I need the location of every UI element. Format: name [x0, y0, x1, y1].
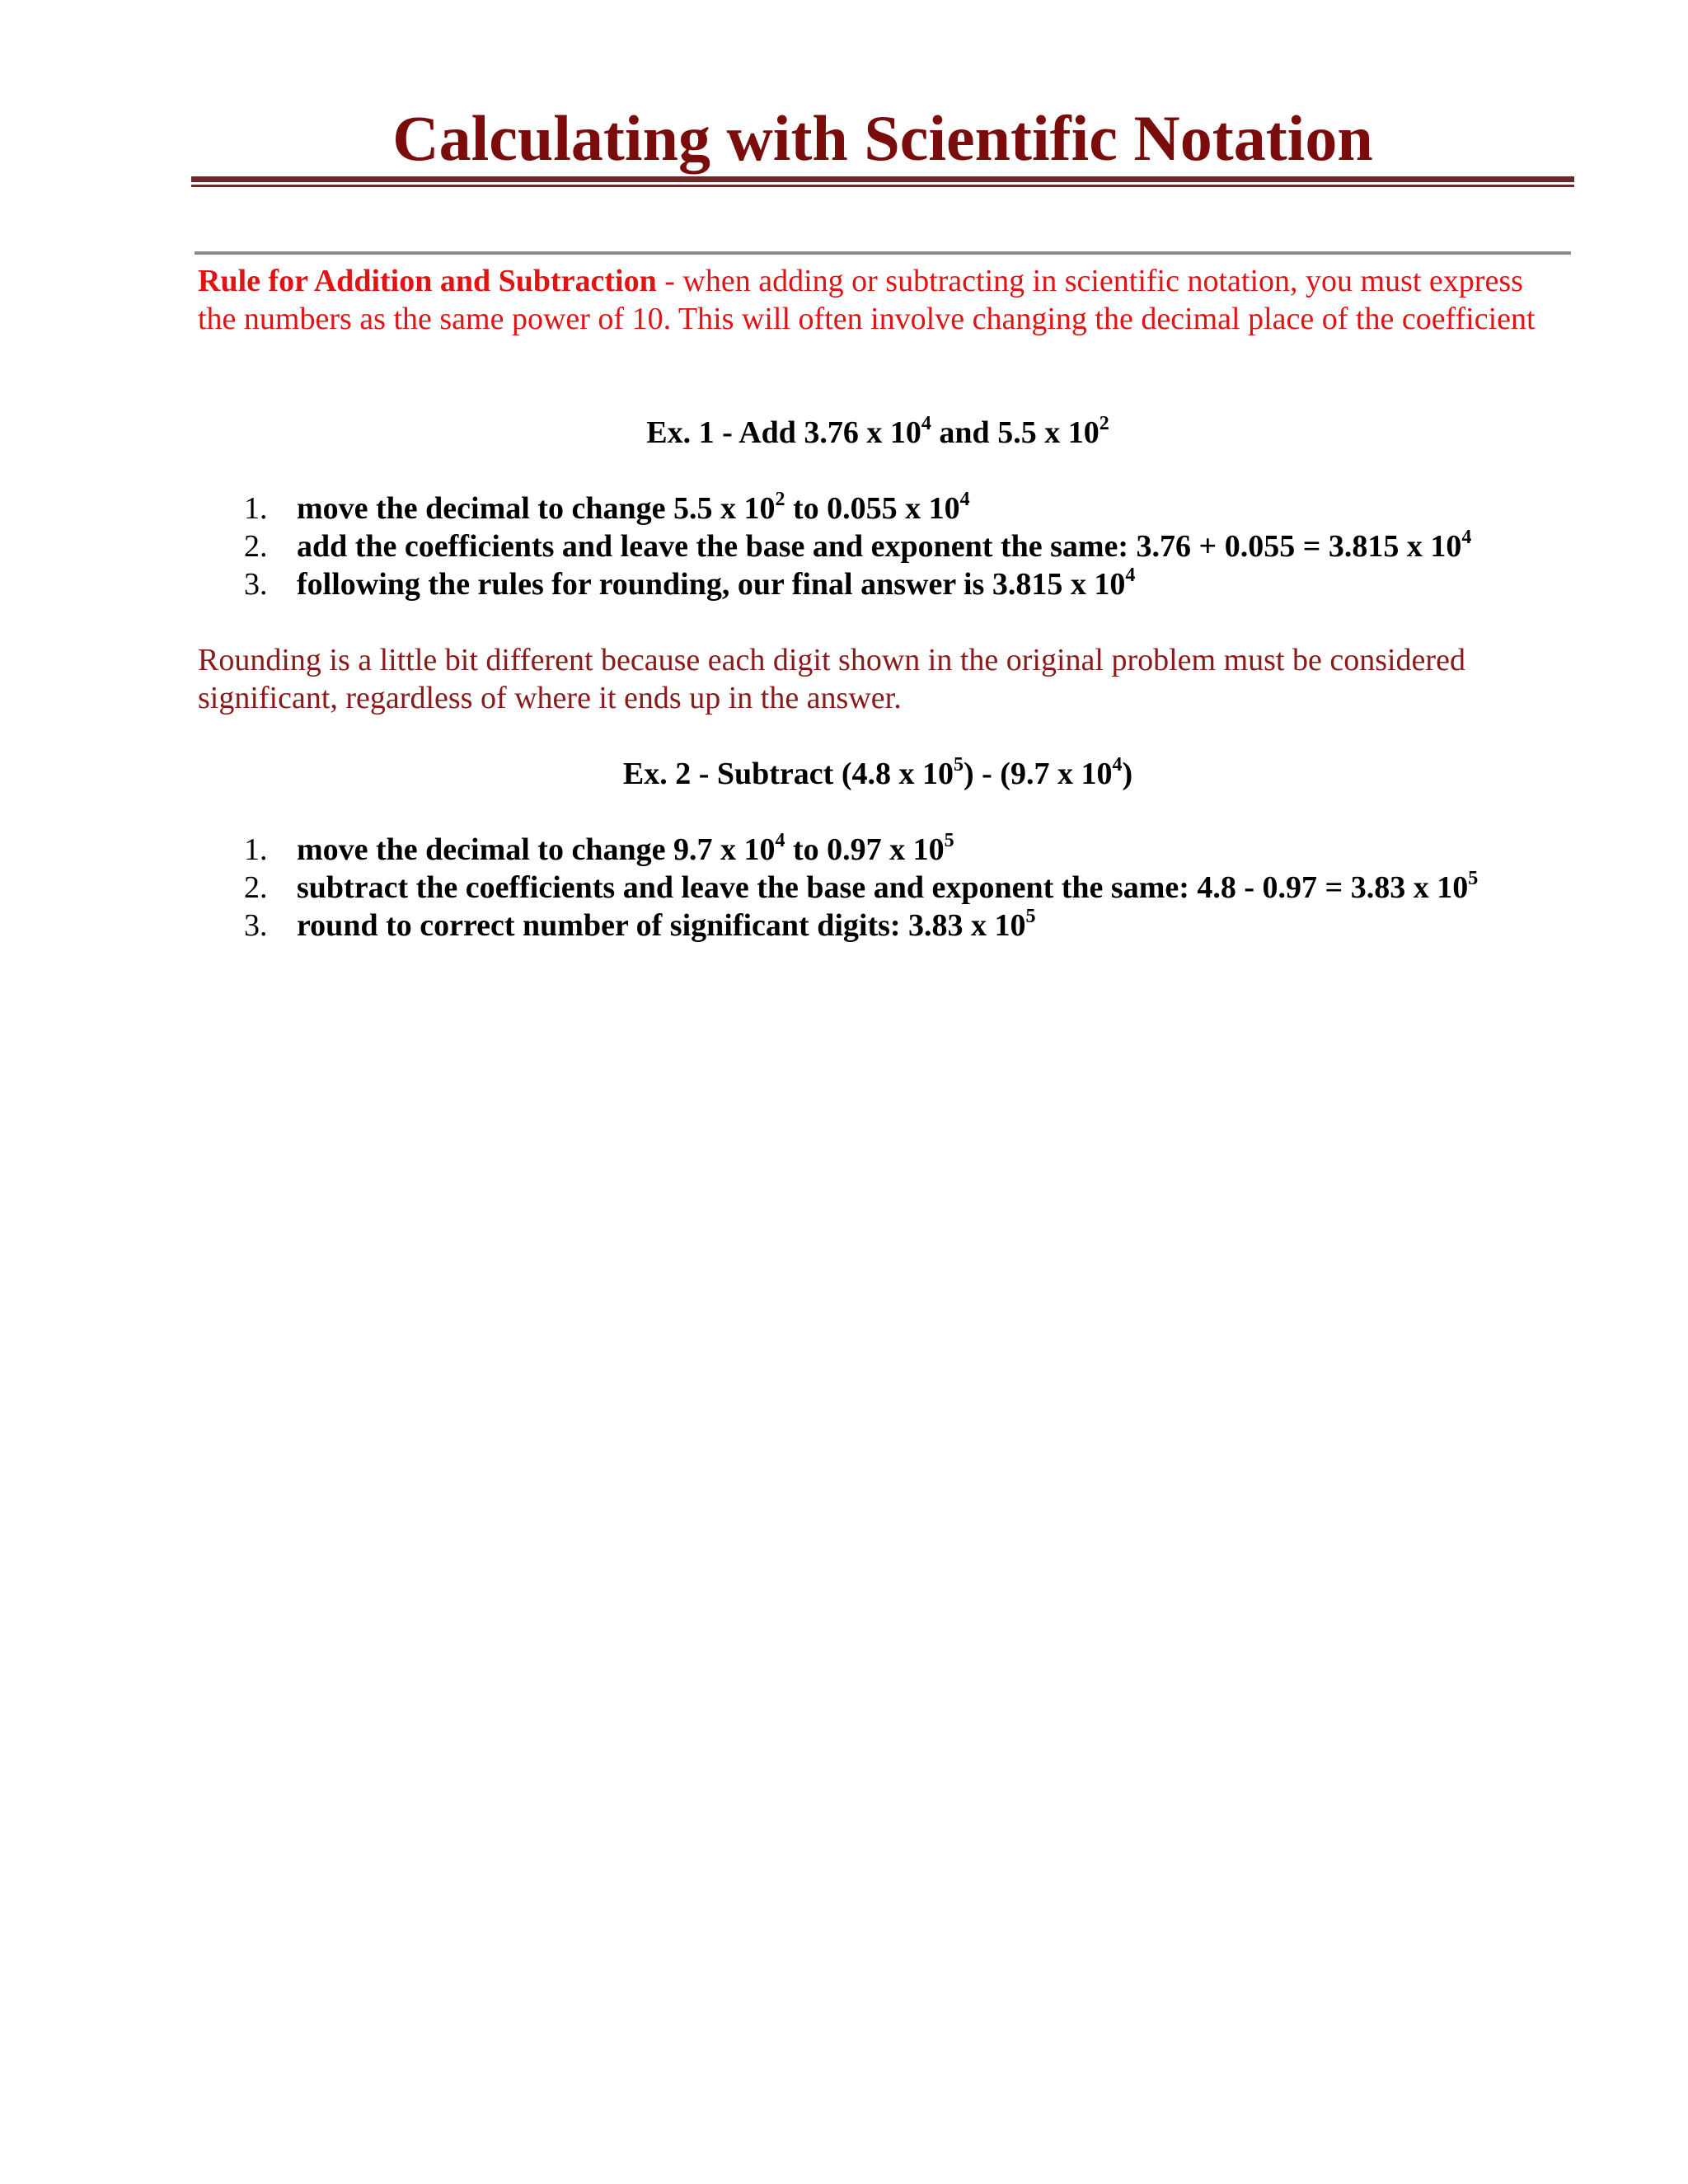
example-2-steps	[244, 831, 1579, 944]
exponent: 5	[1468, 868, 1479, 889]
step-text: subtract the coefficients and leave the base and exponent the same: 4.8 - 0.97 = 3.83 x 10	[297, 870, 1469, 905]
exponent: 4	[775, 830, 785, 851]
example-2-heading	[198, 755, 1558, 793]
step-number: 3.	[244, 908, 268, 943]
step-text: to 0.055 x 10	[785, 491, 960, 526]
example-2-heading-part: Ex. 2 - Subtract (4.8 x 10	[622, 757, 954, 791]
step-text: add the coefficients and leave the base and exponent the same: 3.76 + 0.055 = 3.815 x 10	[297, 529, 1462, 564]
list-item	[244, 490, 1579, 527]
example-1-heading-part: Ex. 1 - Add 3.76 x 10	[646, 415, 921, 450]
list-item	[244, 869, 1579, 907]
step-text: round to correct number of significant digits: 3.83 x 10	[297, 908, 1026, 943]
list-item	[244, 831, 1579, 869]
rounding-note: Rounding is a little bit different because each digit shown in the original problem must be considered significant, regardless of where it ends up in the answer.	[198, 643, 1465, 715]
exponent: 5	[1025, 906, 1036, 927]
exponent: 5	[944, 830, 954, 851]
step-text: move the decimal to change 5.5 x 10	[297, 491, 776, 526]
list-item	[244, 565, 1579, 603]
example-1-steps	[244, 490, 1579, 603]
step-text: following the rules for rounding, our final answer is 3.815 x 10	[297, 567, 1126, 602]
step-text: move the decimal to change 9.7 x 10	[297, 832, 776, 867]
step-number: 2.	[244, 529, 268, 564]
example-1-heading-part: and 5.5 x 10	[931, 415, 1100, 450]
example-2-heading-part: ) - (9.7 x 10	[963, 757, 1113, 791]
list-item	[244, 907, 1579, 944]
exponent: 5	[953, 754, 964, 776]
rule-text: - when adding or subtracting in scientific notation, you must express the numbers as the same power of 10. This will often involve changing the decimal place of the coefficient	[198, 264, 1536, 336]
exponent: 2	[775, 489, 785, 510]
step-number: 1.	[244, 832, 268, 867]
title-underline-thick	[191, 176, 1574, 182]
exponent: 4	[1125, 565, 1136, 586]
exponent: 4	[921, 413, 931, 434]
step-number: 1.	[244, 491, 268, 526]
exponent: 2	[1099, 413, 1109, 434]
title-underline-thin	[191, 185, 1574, 187]
example-2-heading-part: )	[1122, 757, 1133, 791]
section-divider	[195, 251, 1571, 255]
list-item	[244, 527, 1579, 565]
page-title: Calculating with Scientific Notation	[392, 102, 1373, 174]
example-1-heading	[198, 414, 1558, 452]
step-number: 2.	[244, 870, 268, 905]
step-number: 3.	[244, 567, 268, 602]
step-text: to 0.97 x 10	[785, 832, 945, 867]
exponent: 4	[1461, 527, 1472, 548]
exponent: 4	[959, 489, 970, 510]
addition-subtraction-rule	[198, 262, 1558, 338]
exponent: 4	[1112, 754, 1123, 776]
rule-heading: Rule for Addition and Subtraction	[198, 264, 657, 298]
